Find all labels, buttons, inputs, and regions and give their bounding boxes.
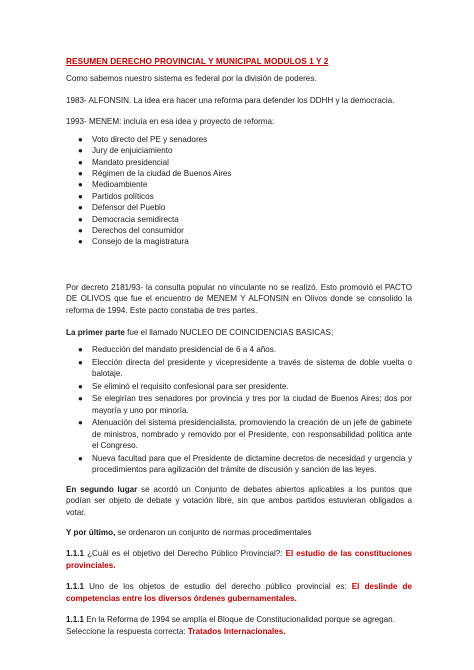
first-part-paragraph: La primer parte fue el llamado NUCLEO DE COINCIDENCIAS BASICAS; bbox=[66, 327, 334, 337]
bullet-icon: ● bbox=[78, 146, 83, 156]
bullet-icon: ● bbox=[78, 134, 83, 144]
list-item: ● Reducción del mandato presidencial de 6 a 4 años. bbox=[78, 345, 277, 355]
list-item: ● Consejo de la magistratura bbox=[78, 237, 189, 247]
list-item: ● Atenuación del sistema presidencialista, promoviendo la creación de un jefe de gabinete de ministros, nombrado y removido por el Presidente, con responsabilidad política ante el Congreso. bbox=[78, 418, 412, 451]
bullet-icon: ● bbox=[78, 345, 83, 355]
list-item: ● Medioambiente bbox=[78, 180, 148, 190]
bullet-icon: ● bbox=[78, 418, 83, 428]
question-3: 1.1.1 En la Reforma de 1994 se amplía el Bloque de Constitucionalidad porque se agregan. Seleccione la respuesta correcta: Tratados Internacionales. bbox=[66, 615, 395, 637]
bullet-icon: ● bbox=[78, 394, 83, 404]
bullet-icon: ● bbox=[78, 214, 83, 224]
question-2: 1.1.1 Uno de los objetos de estudio del derecho público provincial es: El deslinde de competencias entre los diversos órdenes gubernamentales. bbox=[66, 582, 412, 603]
list-item: ● Se eliminó el requisito confesional para ser presidente. bbox=[78, 381, 289, 391]
bullet-icon: ● bbox=[78, 180, 83, 190]
decree-paragraph: Por decreto 2181/93- la consulta popular no vinculante no se realizó. Esto promovió el PACTO DE OLIVOS que fue el encuentro de MENEM Y ALFONSIN en Olivos donde se consolido la reforma de 1994. Este pacto constaba de tres partes. bbox=[66, 282, 412, 316]
bullet-icon: ● bbox=[78, 381, 83, 391]
list-item: ● Democracia semidirecta bbox=[78, 214, 179, 224]
bullet-icon: ● bbox=[78, 191, 83, 201]
second-part-paragraph: En segundo lugar se acordó un Conjunto de debates abiertos aplicables a los puntos que podían ser objeto de debate y votación libre, sin que ambos partidos estuvieran obligados a votar. bbox=[66, 484, 412, 517]
bullet-icon: ● bbox=[78, 357, 83, 367]
question-1: 1.1.1 ¿Cuál es el objetivo del Derecho Público Provincial?: El estudio de las constituciones provinciales. bbox=[66, 549, 412, 570]
list-item: ● Defensor del Pueblo bbox=[78, 203, 166, 213]
reform-list bbox=[66, 134, 412, 248]
list-item: ● Voto directo del PE y senadores bbox=[78, 134, 208, 144]
nucleo-list bbox=[66, 344, 412, 476]
bullet-icon: ● bbox=[78, 453, 83, 463]
list-item: ● Mandato presidencial bbox=[78, 157, 169, 167]
list-item: ● Régimen de la ciudad de Buenos Aires bbox=[78, 169, 232, 178]
list-item: ● Jury de enjuiciamiento bbox=[78, 146, 173, 156]
bullet-icon: ● bbox=[78, 157, 83, 167]
bullet-icon: ● bbox=[78, 226, 83, 236]
list-item: ● Elección directa del presidente y vicepresidente a través de sistema de doble vuelta o balotaje. bbox=[78, 357, 412, 379]
intro-paragraph: Como sabemos nuestro sistema es federal por la división de poderes. bbox=[66, 74, 317, 83]
last-part-paragraph: Y por último, se ordenaron un conjunto de normas procedimentales bbox=[66, 527, 312, 537]
paragraph-1993: 1993- MENEM: incluía en esa idea y proyecto de reforma: bbox=[66, 117, 275, 127]
document-title: RESUMEN DERECHO PROVINCIAL Y MUNICIPAL MODULOS 1 Y 2 bbox=[66, 56, 329, 66]
bullet-icon: ● bbox=[78, 203, 83, 213]
paragraph-1983: 1983- ALFONSIN. La idea era hacer una reforma para defender los DDHH y la democracia. bbox=[66, 95, 395, 105]
bullet-icon: ● bbox=[78, 237, 83, 247]
bullet-icon: ● bbox=[78, 169, 83, 178]
list-item: ● Partidos políticos bbox=[78, 191, 154, 201]
list-item: ● Derechos del consumidor bbox=[78, 226, 184, 236]
list-item: ● Nueva facultad para que el Presidente de dictamine decretos de necesidad y urgencia y procedimientos para agilización del trámite de discusión y sanción de las leyes. bbox=[78, 453, 412, 475]
list-item: ● Se elegirían tres senadores por provincia y tres por la ciudad de Buenos Aires; dos por mayoría y uno por minoría. bbox=[78, 394, 412, 415]
